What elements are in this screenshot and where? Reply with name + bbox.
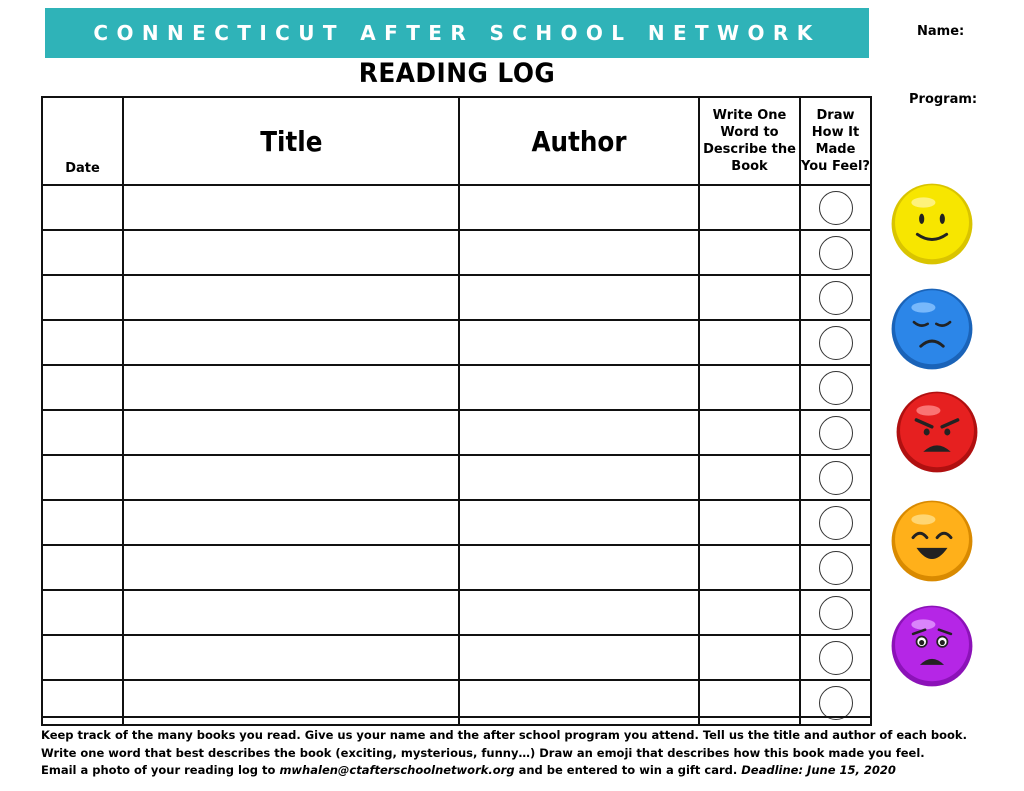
date-cell[interactable] <box>42 500 123 545</box>
describe-cell[interactable] <box>699 545 800 590</box>
sad-emoji-icon <box>889 286 975 372</box>
author-cell[interactable] <box>459 230 699 275</box>
date-cell[interactable] <box>42 410 123 455</box>
title-cell[interactable] <box>123 275 459 320</box>
date-cell[interactable] <box>42 230 123 275</box>
feel-cell[interactable] <box>800 275 871 320</box>
title-cell[interactable] <box>123 545 459 590</box>
table-row <box>42 230 871 275</box>
date-cell[interactable] <box>42 365 123 410</box>
emoji-drawing-circle[interactable] <box>819 371 853 405</box>
date-cell[interactable] <box>42 590 123 635</box>
title-cell[interactable] <box>123 455 459 500</box>
emoji-drawing-circle[interactable] <box>819 551 853 585</box>
author-cell[interactable] <box>459 410 699 455</box>
contact-email: mwhalen@ctafterschoolnetwork.org <box>279 763 515 777</box>
title-cell[interactable] <box>123 500 459 545</box>
date-cell[interactable] <box>42 635 123 680</box>
describe-cell[interactable] <box>699 455 800 500</box>
author-cell[interactable] <box>459 590 699 635</box>
emoji-drawing-circle[interactable] <box>819 281 853 315</box>
title-cell[interactable] <box>123 320 459 365</box>
author-cell[interactable] <box>459 320 699 365</box>
title-cell[interactable] <box>123 410 459 455</box>
describe-cell[interactable] <box>699 635 800 680</box>
emoji-drawing-circle[interactable] <box>819 686 853 720</box>
describe-cell[interactable] <box>699 500 800 545</box>
author-cell[interactable] <box>459 365 699 410</box>
page-title: READING LOG <box>358 58 556 89</box>
title-cell[interactable] <box>123 590 459 635</box>
describe-cell[interactable] <box>699 320 800 365</box>
author-cell[interactable] <box>459 455 699 500</box>
author-cell[interactable] <box>459 545 699 590</box>
feel-cell[interactable] <box>800 455 871 500</box>
emoji-drawing-circle[interactable] <box>819 506 853 540</box>
column-header-describe: Write One Word to Describe the Book <box>699 97 800 185</box>
feel-cell[interactable] <box>800 185 871 230</box>
deadline: Deadline: June 15, 2020 <box>741 763 896 777</box>
table-row <box>42 365 871 410</box>
date-cell[interactable] <box>42 275 123 320</box>
column-header-date: Date <box>42 97 123 185</box>
program-label: Program: <box>909 92 978 107</box>
happy-emoji-icon <box>889 181 975 267</box>
emoji-drawing-circle[interactable] <box>819 416 853 450</box>
author-cell[interactable] <box>459 635 699 680</box>
describe-cell[interactable] <box>699 185 800 230</box>
date-cell[interactable] <box>42 185 123 230</box>
table-row <box>42 275 871 320</box>
title-cell[interactable] <box>123 635 459 680</box>
author-cell[interactable] <box>459 500 699 545</box>
emoji-drawing-circle[interactable] <box>819 236 853 270</box>
table-row <box>42 320 871 365</box>
table-row <box>42 410 871 455</box>
column-header-author: Author <box>459 97 699 185</box>
describe-cell[interactable] <box>699 365 800 410</box>
table-row <box>42 185 871 230</box>
column-header-title: Title <box>123 97 459 185</box>
table-header-row <box>42 97 871 185</box>
emoji-drawing-circle[interactable] <box>819 641 853 675</box>
instructions <box>41 716 967 780</box>
feel-cell[interactable] <box>800 545 871 590</box>
instructions-line-1: Keep track of the many books you read. Give us your name and the after school program you attend. Tell us the title and author of each book. <box>41 728 967 742</box>
banner: CONNECTICUT AFTER SCHOOL NETWORK <box>45 8 869 58</box>
title-cell[interactable] <box>123 230 459 275</box>
table-row <box>42 455 871 500</box>
feel-cell[interactable] <box>800 635 871 680</box>
feel-cell[interactable] <box>800 230 871 275</box>
feel-cell[interactable] <box>800 500 871 545</box>
name-label: Name: <box>917 24 965 39</box>
table-row <box>42 590 871 635</box>
emoji-drawing-circle[interactable] <box>819 326 853 360</box>
worried-emoji-icon <box>889 603 975 689</box>
describe-cell[interactable] <box>699 230 800 275</box>
date-cell[interactable] <box>42 455 123 500</box>
feel-cell[interactable] <box>800 365 871 410</box>
emoji-drawing-circle[interactable] <box>819 461 853 495</box>
emoji-drawing-circle[interactable] <box>819 191 853 225</box>
table-row <box>42 635 871 680</box>
reading-log-table <box>41 96 872 726</box>
column-header-feel: Draw How It Made You Feel? <box>800 97 871 185</box>
feel-cell[interactable] <box>800 410 871 455</box>
author-cell[interactable] <box>459 275 699 320</box>
date-cell[interactable] <box>42 320 123 365</box>
describe-cell[interactable] <box>699 410 800 455</box>
describe-cell[interactable] <box>699 590 800 635</box>
describe-cell[interactable] <box>699 275 800 320</box>
angry-emoji-icon <box>894 389 980 475</box>
date-cell[interactable] <box>42 545 123 590</box>
title-cell[interactable] <box>123 365 459 410</box>
title-cell[interactable] <box>123 185 459 230</box>
emoji-drawing-circle[interactable] <box>819 596 853 630</box>
instructions-line-3: Email a photo of your reading log to mwhalen@ctafterschoolnetwork.org and be entered to win a gift card. Deadline: June 15, 2020 <box>41 763 896 777</box>
grinning-emoji-icon <box>889 498 975 584</box>
table-row <box>42 545 871 590</box>
feel-cell[interactable] <box>800 590 871 635</box>
author-cell[interactable] <box>459 185 699 230</box>
table-row <box>42 500 871 545</box>
instructions-line-2: Write one word that best describes the book (exciting, mysterious, funny…) Draw an emoji that describes how this book made you feel. <box>41 745 925 760</box>
feel-cell[interactable] <box>800 320 871 365</box>
